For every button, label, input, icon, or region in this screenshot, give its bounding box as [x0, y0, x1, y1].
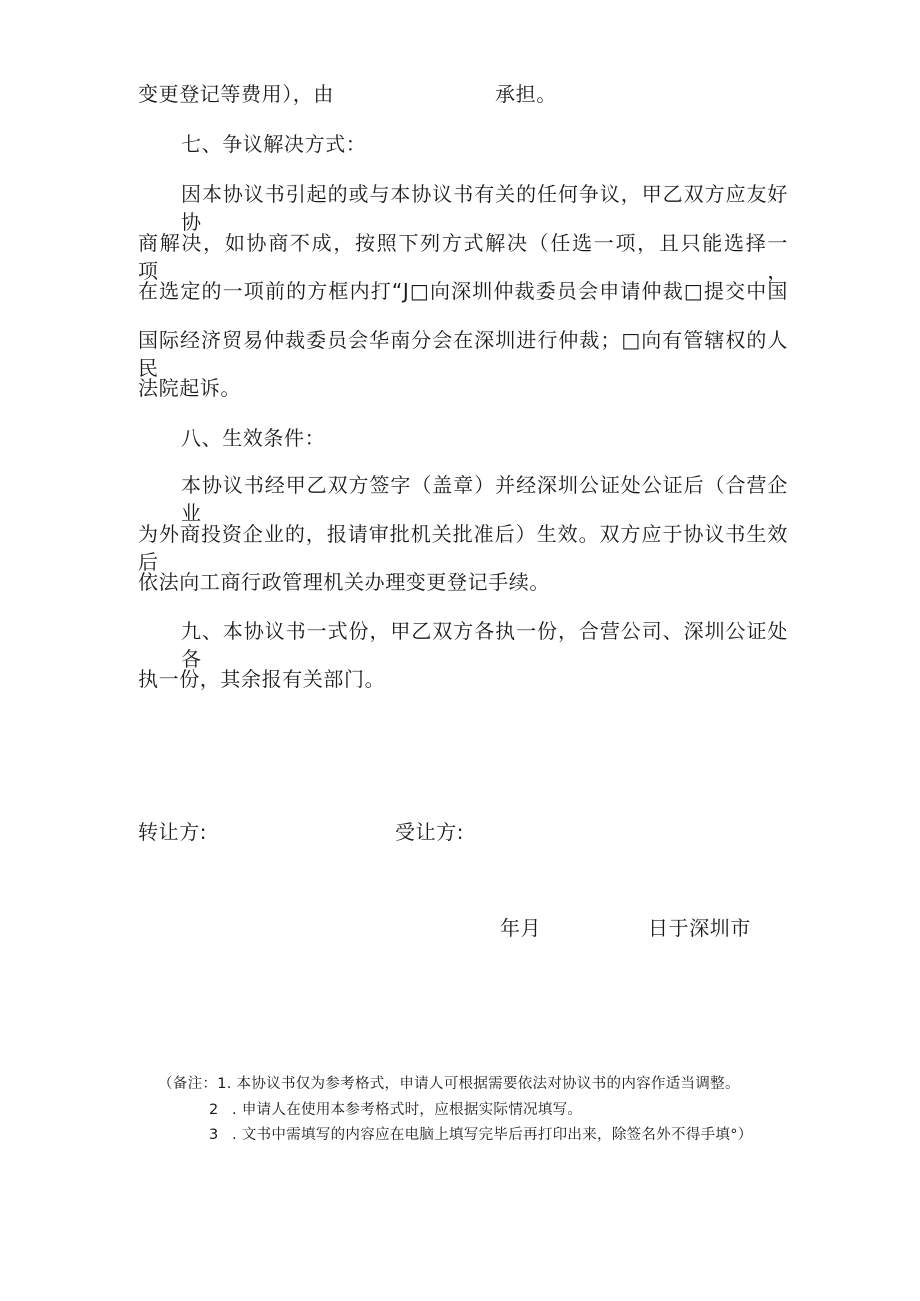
- note-2-number: 2: [209, 1102, 219, 1118]
- clause7-line-3: 在选定的一项前的方框内打“J□向深圳仲裁委员会申请仲裁□提交中国: [138, 279, 788, 303]
- note-3-text: . 文书中需填写的内容应在电脑上填写完毕后再打印出来，除签名外不得手填°）: [232, 1127, 753, 1143]
- clause6-tail-suffix: 承担。: [495, 82, 557, 106]
- clause7-line-2: 商解决，如协商不成，按照下列方式解决（任选一项，且只能选择一项，: [138, 231, 788, 283]
- clause9-line-1: 九、本协议书一式份，甲乙双方各执一份，合营公司、深圳公证处各: [181, 619, 788, 671]
- transferor-label: 转让方:: [138, 820, 208, 844]
- transferee-label: 受让方:: [395, 820, 465, 844]
- note-2-text: . 申请人在使用本参考格式时，应根据实际情况填写。: [232, 1102, 583, 1118]
- clause7-line-1: 因本协议书引起的或与本协议书有关的任何争议，甲乙双方应友好协: [181, 182, 788, 234]
- clause6-tail-prefix: 变更登记等费用），由: [138, 82, 334, 106]
- clause8-line-2: 为外商投资企业的，报请审批机关批准后）生效。双方应于协议书生效后: [138, 522, 788, 574]
- clause8-heading: 八、生效条件：: [181, 426, 326, 450]
- date-day-place: 日于深圳市: [648, 916, 751, 940]
- clause8-line-1: 本协议书经甲乙双方签字（盖章）并经深圳公证处公证后（合营企业: [181, 473, 788, 525]
- clause8-line-3: 依法向工商行政管理机关办理变更登记手续。: [138, 570, 550, 594]
- note-3-number: 3: [209, 1127, 219, 1143]
- clause9-line-2: 执一份，其余报有关部门。: [138, 667, 386, 691]
- date-year-month: 年月: [500, 916, 542, 940]
- clause7-heading: 七、争议解决方式：: [181, 132, 367, 156]
- clause7-line-4: 国际经济贸易仲裁委员会华南分会在深圳进行仲裁；□向有管辖权的人民: [138, 328, 788, 380]
- clause7-line-5: 法院起诉。: [138, 376, 241, 400]
- note-line-1: （备注：1. 本协议书仅为参考格式，申请人可根据需要依法对协议书的内容作适当调整。: [158, 1076, 740, 1092]
